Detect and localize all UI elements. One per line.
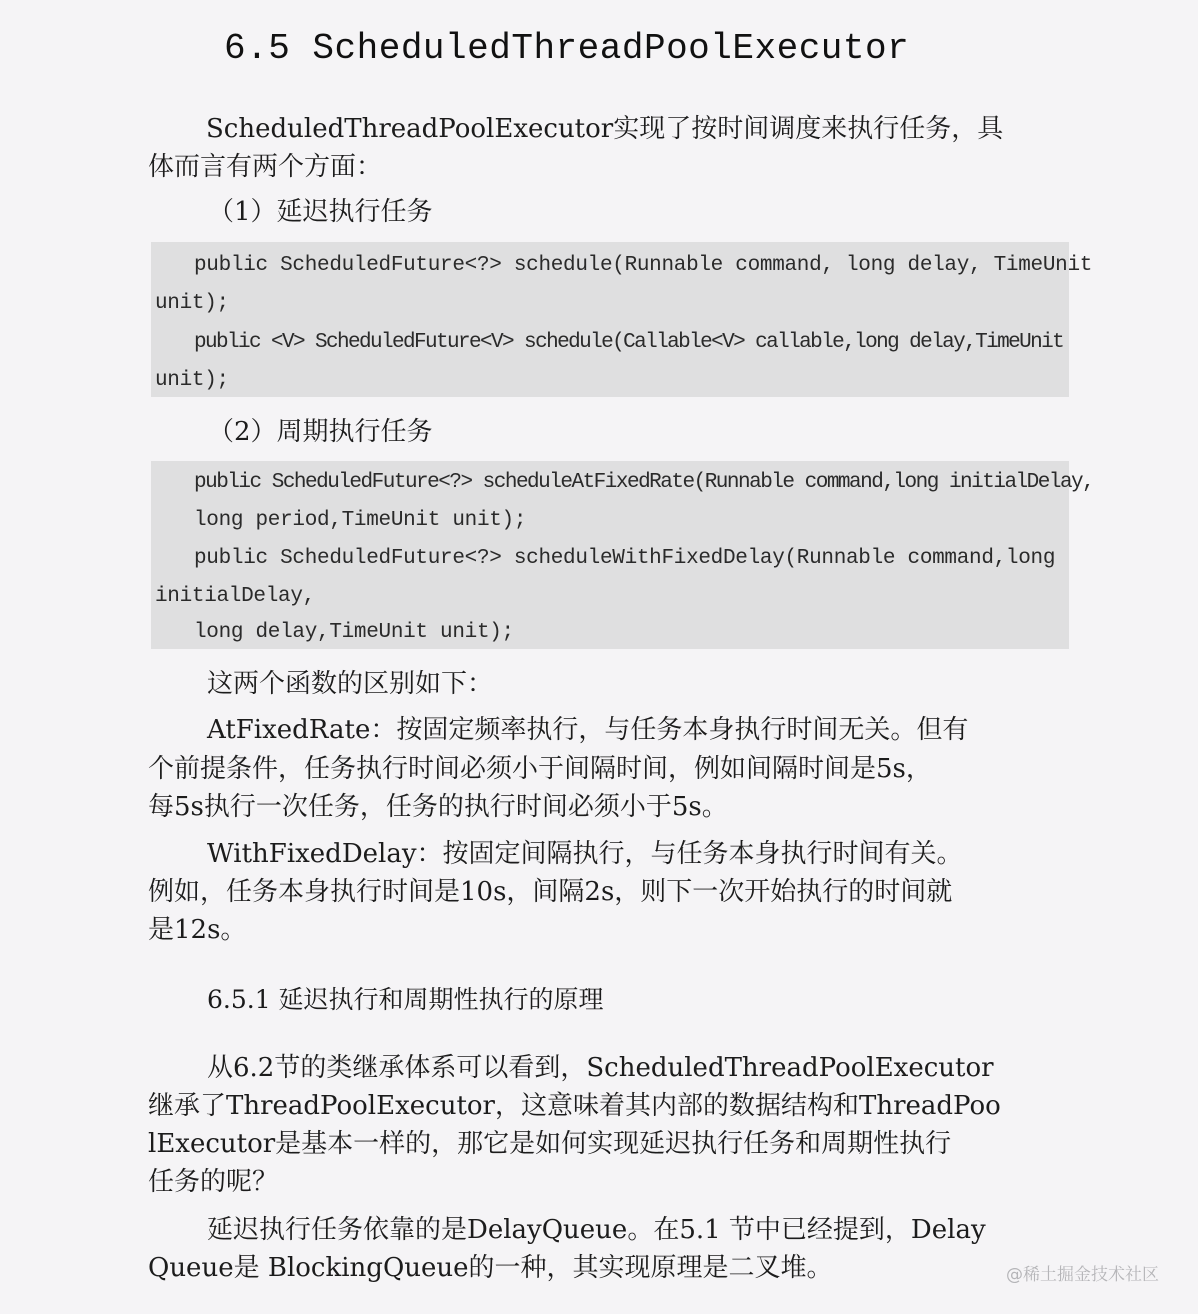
watermark: @稀土掘金技术社区 [1006, 1265, 1159, 1285]
fixed-delay-line-2: 例如，任务本身执行时间是10s，间隔2s，则下一次开始执行的时间就 [148, 877, 953, 907]
periodic-code-block [151, 461, 1094, 649]
fixed-delay-line-3: 是12s。 [148, 915, 247, 945]
delayed-code-block [151, 242, 1093, 397]
principle-para-line-4: 任务的呢？ [148, 1167, 279, 1197]
code-line: initialDelay, [155, 585, 315, 608]
code-line: public ScheduledFuture<?> schedule(Runnable command, long delay, TimeUnit [194, 254, 1093, 277]
fixed-rate-line-1: AtFixedRate：按固定频率执行，与任务本身执行时间无关。但有 [207, 715, 969, 745]
difference-intro: 这两个函数的区别如下： [207, 669, 494, 699]
intro-line-2: 体而言有两个方面： [148, 152, 383, 182]
fixed-rate-line-3: 每5s执行一次任务，任务的执行时间必须小于5s。 [148, 792, 728, 822]
code-line: long delay,TimeUnit unit); [194, 621, 514, 644]
code-line: public <V> ScheduledFuture<V> schedule(Callable<V> callable,long delay,TimeUnit [194, 331, 1064, 354]
delayqueue-para-line-1: 延迟执行任务依靠的是DelayQueue。在5.1 节中已经提到，Delay [207, 1215, 986, 1245]
principle-para-line-3: lExecutor是基本一样的，那它是如何实现延迟执行任务和周期性执行 [148, 1129, 952, 1159]
code-line: unit); [155, 369, 229, 392]
fixed-rate-line-2: 个前提条件，任务执行时间必须小于间隔时间，例如间隔时间是5s， [148, 754, 932, 784]
section-title: 6.5 ScheduledThreadPoolExecutor [224, 28, 910, 69]
periodic-heading: （2）周期执行任务 [208, 417, 433, 447]
principle-para-line-1: 从6.2节的类继承体系可以看到，ScheduledThreadPoolExecutor [207, 1053, 994, 1083]
intro-line-1: ScheduledThreadPoolExecutor实现了按时间调度来执行任务，具 [206, 114, 1004, 144]
delayed-heading: （1）延迟执行任务 [208, 197, 433, 227]
code-line: public ScheduledFuture<?> scheduleWithFixedDelay(Runnable command,long [194, 547, 1056, 570]
code-line: public ScheduledFuture<?> scheduleAtFixedRate(Runnable command,long initialDelay, [194, 471, 1094, 494]
principle-para-line-2: 继承了ThreadPoolExecutor，这意味着其内部的数据结构和ThreadPoo [148, 1091, 1001, 1121]
code-line: unit); [155, 292, 229, 315]
fixed-delay-line-1: WithFixedDelay：按固定间隔执行，与任务本身执行时间有关。 [207, 839, 963, 869]
code-line: long period,TimeUnit unit); [194, 509, 527, 532]
delayqueue-para-line-2: Queue是 BlockingQueue的一种，其实现原理是二叉堆。 [148, 1253, 833, 1283]
subsection-title: 6.5.1 延迟执行和周期性执行的原理 [207, 985, 604, 1014]
